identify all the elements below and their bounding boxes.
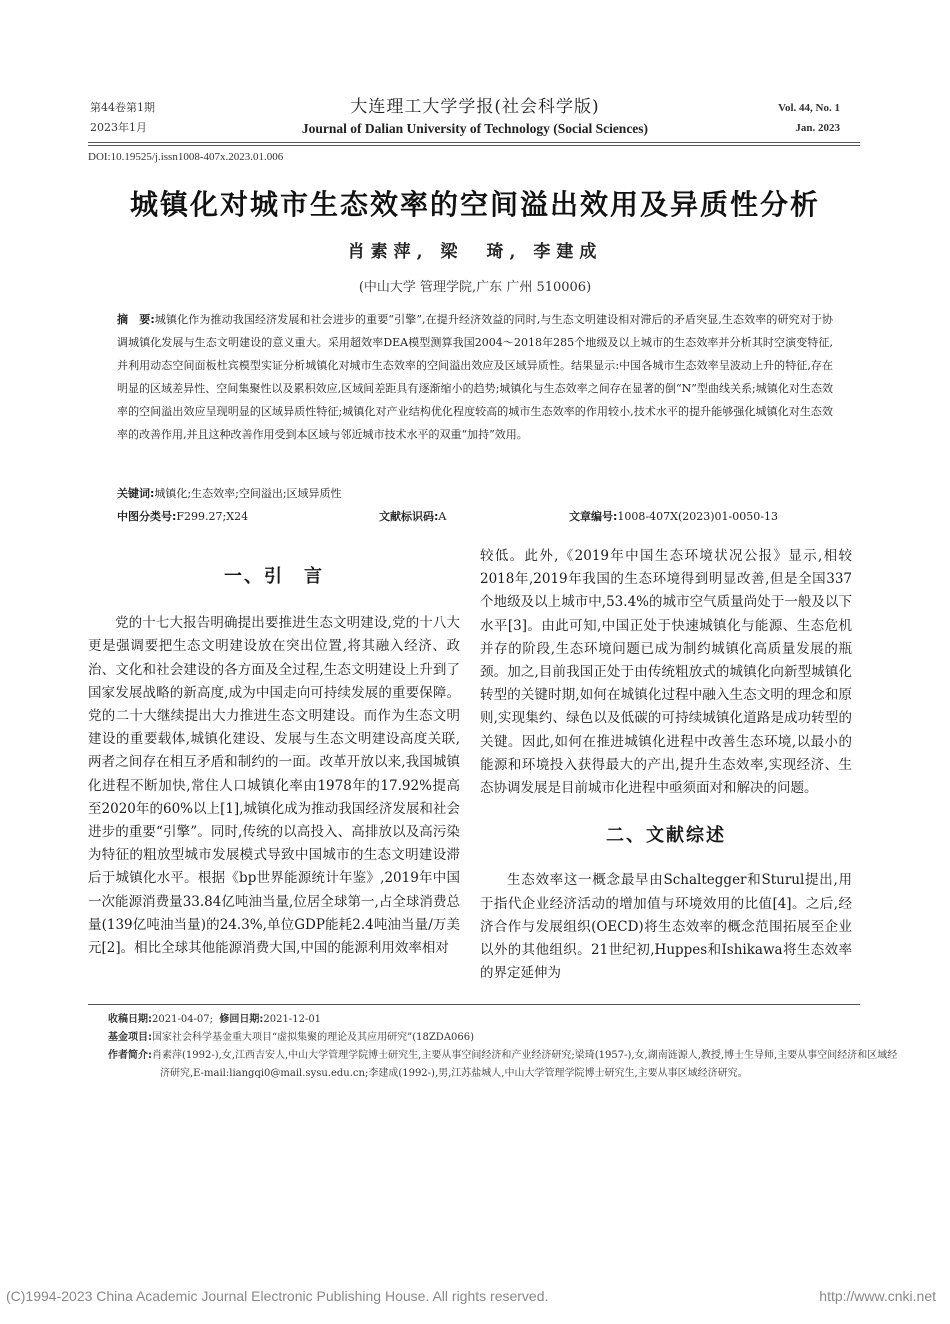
abstract-text: 城镇化作为推动我国经济发展和社会进步的重要“引擎”,在提升经济效益的同时,与生态文明建设相对滞后的矛盾突显,生态效率的研究对于协调城镇化发展与生态文明建设的意义重大。采用超效率DEA模型测算我国2004～2018年285个地级及以上城市的生态效率并分析其时空演变特征,并利用动态空间面板杜宾模型实证分析城镇化对城市生态效率的空间溢出效应及区域异质性。结果显示:中国各城市生态效率呈波动上升的特征,存在明显的区域差异性、空间集聚性以及累积效应,区域间差距具有逐渐缩小的趋势;城镇化与生态效率之间存在显著的倒“N”型曲线关系;城镇化对生态效率的空间溢出效应呈现明显的区域异质性特征;城镇化对产业结构优化程度较高的城市生态效率的作用较小,技术水平的提升能够强化城镇化对生态效率的改善作用,并且这种改善作用受到本区域与邻近城市技术水平的双重“加持”效用。 [117,313,834,442]
body-right-column [480,545,852,985]
paragraph-intro-2: 较低。此外,《2019年中国生态环境状况公报》显示,相较2018年,2019年我国的生态环境得到明显改善,但是全国337个地级及以上城市中,53.4%的城市空气质量尚处于一般及以下水平[3]。由此可知,中国正处于快速城镇化与能源、生态危机并存的阶段,生态环境问题已成为制约城镇化高质量发展的瓶颈。加之,目前我国正处于由传统粗放式的城镇化向新型城镇化转型的关键时期,如何在城镇化过程中融入生态文明的理念和原则,实现集约、绿色以及低碳的可持续城镇化道路是成功转型的关键。因此,如何在推进城镇化进程中改善生态环境,以最小的能源和环境投入获得最大的产出,提升生态效率,实现经济、生态协调发展是目前城市化进程中亟须面对和解决的问题。 [480,548,852,797]
footnote-bio [108,1047,900,1083]
clc-value: F299.27;X24 [176,510,249,523]
body-left-column [88,545,460,960]
bio-label: 作者简介: [108,1050,152,1061]
journal-name-en: Journal of Dalian University of Technology (Social Sciences) [301,121,649,136]
header-right [778,98,840,138]
section-2-heading: 二、文献综述 [606,825,726,847]
paper-title: 城镇化对城市生态效率的空间溢出效用及异质性分析 [129,188,820,221]
date-en: Jan. 2023 [795,122,840,134]
doc-code-cell [379,508,446,524]
received-date: 2021-04-07; [152,1014,214,1025]
article-no-value: 1008-407X(2023)01-0050-13 [617,510,778,523]
keywords-label: 关键词: [117,487,155,500]
date-cn: 2023年1月 [90,121,147,134]
revised-label: 修回日期: [219,1014,264,1025]
doi: DOI:10.19525/j.issn1008-407x.2023.01.006 [88,151,284,163]
revised-date: 2021-12-01 [263,1014,322,1025]
paragraph-review-1: 生态效率这一概念最早由Schaltegger和Sturul提出,用于指代企业经济活动的增加值与环境效用的比值[4]。之后,经济合作与发展组织(OECD)将生态效率的概念范围拓展至企业以外的其他组织。21世纪初,Huppes和Ishikawa将生态效率的界定延伸为 [480,872,852,982]
article-no-cell [569,508,778,524]
fund-text: 国家社会科学基金重大项目“虚拟集聚的理论及其应用研究”(18ZDA066) [152,1032,475,1043]
abstract-label: 摘 要: [117,313,155,326]
affiliation: (中山大学 管理学院,广东 广州 510006) [358,280,592,295]
header-rule [88,142,860,143]
doc-code-value: A [438,510,447,523]
section-1-heading: 一、引 言 [224,566,324,587]
fund-label: 基金项目: [108,1032,152,1043]
keywords [117,485,342,501]
received-label: 收稿日期: [108,1014,152,1025]
clc-cell [117,508,248,524]
footnote-fund [108,1029,848,1047]
journal-name-cn: 大连理工大学学报(社会科学版) [350,97,600,117]
article-no-label: 文章编号: [569,510,618,523]
copyright-text: (C)1994-2023 China Academic Journal Electronic Publishing House. All rights reserved. [6,1288,549,1304]
footnote-rule [88,1004,860,1005]
header-rule-2 [88,145,860,146]
bio-text: 肖素萍(1992-),女,江西吉安人,中山大学管理学院博士研究生,主要从事空间经济和产业经济研究;梁琦(1957-),女,湖南涟源人,教授,博士生导师,主要从事空间经济和区域经济研究,E-mail:liangqi0@mail.sysu.edu.cn;李建成(1992-),男,江苏盐城人,中山大学管理学院博士研究生,主要从事区域经济研究。 [152,1050,898,1079]
paragraph-intro-1: 党的十七大报告明确提出要推进生态文明建设,党的十八大更是强调要把生态文明建设放在突出位置,将其融入经济、政治、文化和社会建设的各方面及全过程,生态文明建设上升到了国家发展战略的新高度,成为中国走向可持续发展的重要保障。党的二十大继续提出大力推进生态文明建设。而作为生态文明建设的重要载体,城镇化建设、发展与生态文明建设高度关联,两者之间存在相互矛盾和制约的一面。改革开放以来,我国城镇化进程不断加快,常住人口城镇化率由1978年的17.92%提高至2020年的60%以上[1],城镇化成为推动我国经济发展和社会进步的重要“引擎”。同时,传统的以高投入、高排放以及高污染为特征的粗放型城市发展模式导致中国城市的生态文明建设滞后于城镇化水平。根据《bp世界能源统计年鉴》,2019年中国一次能源消费量33.84亿吨油当量,位居全球第一,占全球消费总量(139亿吨油当量)的24.3%,单位GDP能耗2.4吨油当量/万美元[2]。相比全球其他能源消费大国,中国的能源利用效率相对 [88,615,460,957]
keywords-text: 城镇化;生态效率;空间溢出;区域异质性 [154,487,342,500]
footnote-dates [108,1011,848,1029]
authors: 肖素萍, 梁 琦, 李建成 [347,242,603,262]
volume-issue-en: Vol. 44, No. 1 [778,102,840,114]
abstract [117,308,833,447]
doc-code-label: 文献标识码: [379,510,439,523]
volume-issue-cn: 第44卷第1期 [90,101,155,114]
cnki-link[interactable]: http://www.cnki.net [819,1288,936,1304]
clc-label: 中图分类号: [117,510,177,523]
